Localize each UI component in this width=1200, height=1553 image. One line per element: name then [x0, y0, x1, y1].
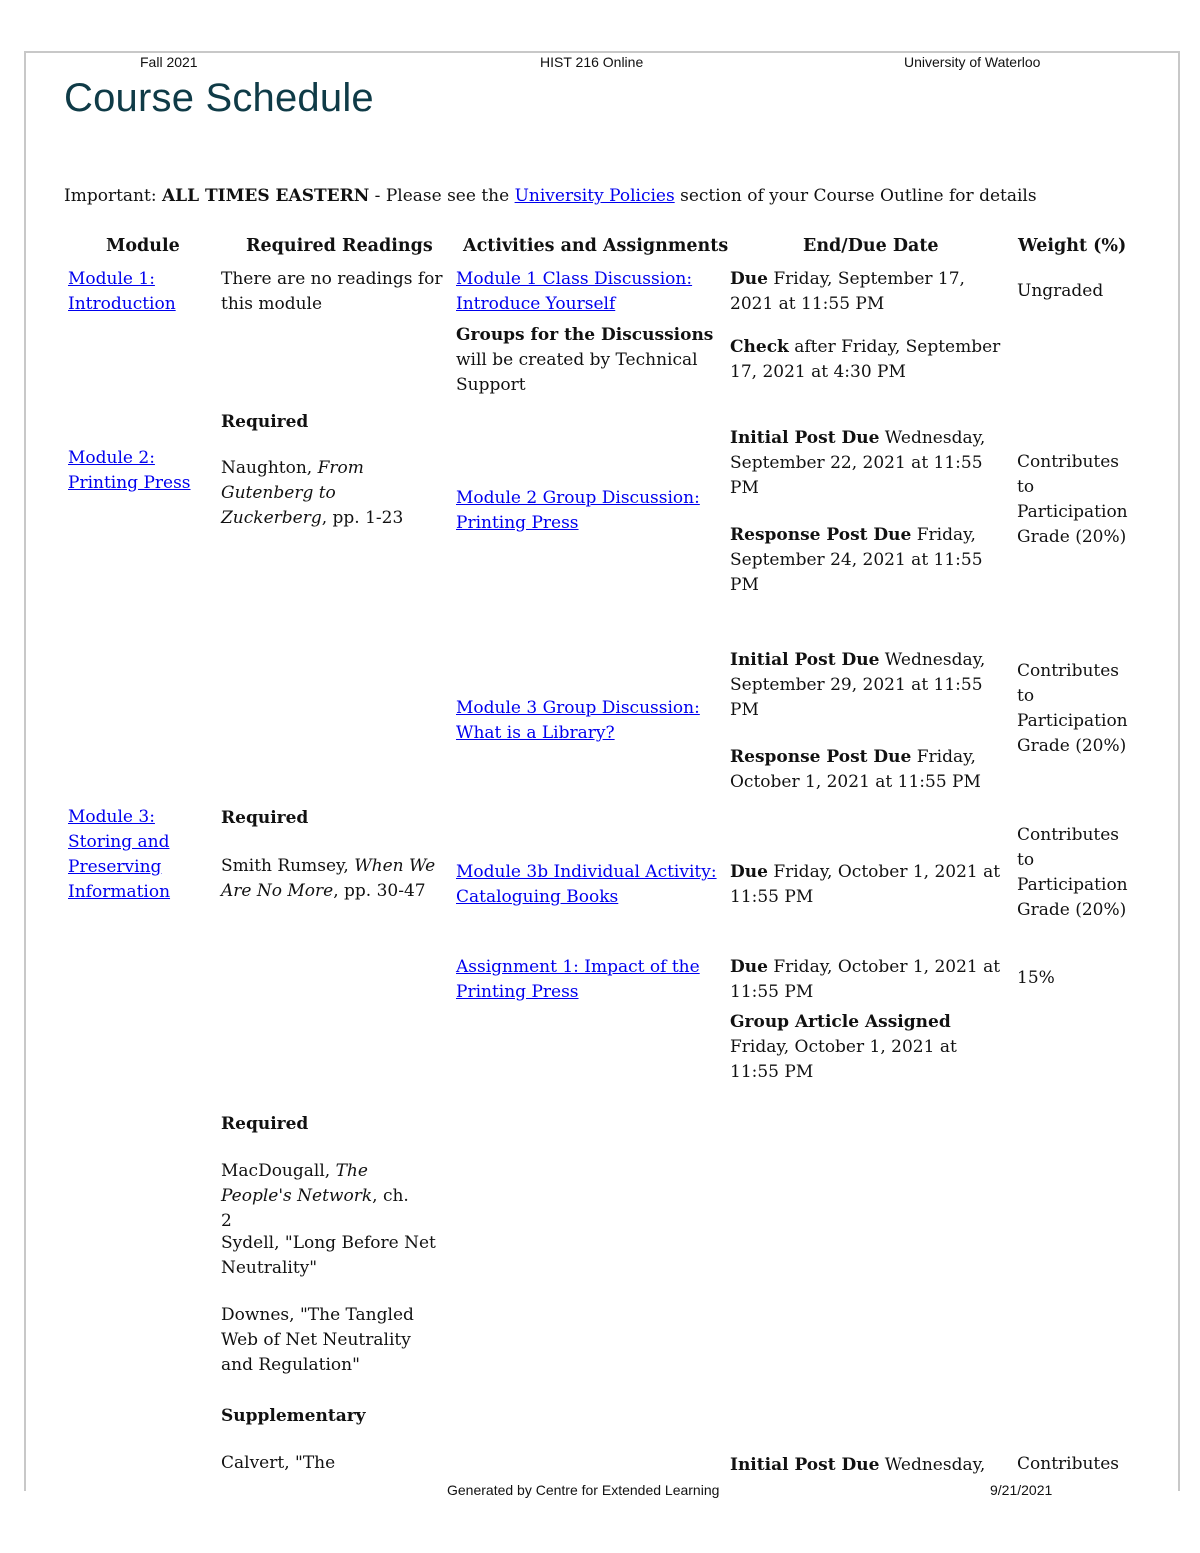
due-label: Due [730, 957, 768, 977]
module-1-link[interactable]: Module 1: Introduction [68, 269, 176, 314]
groups-note-bold: Groups for the Discussions [456, 325, 714, 345]
initial-post-text: Wednesday, September 29, 2021 at 11:55 PM [730, 650, 986, 720]
important-suffix: section of your Course Outline for details [674, 186, 1037, 206]
module-1-check [730, 335, 1012, 385]
module-1-discussion-link[interactable]: Module 1 Class Discussion: Introduce Yourself [456, 269, 693, 314]
module-2-response-due [730, 523, 1000, 598]
important-middle: - Please see the [369, 186, 515, 206]
due-label: Due [730, 269, 768, 289]
module-3-discussion-weight: Contributes to Participation Grade (20%) [1017, 661, 1128, 756]
module-1-activity-cell [456, 267, 718, 317]
reading-pages: , pp. 1-23 [321, 508, 404, 528]
initial-post-label: Initial Post Due [730, 650, 880, 670]
header-institution: University of Waterloo [904, 54, 1041, 70]
reading-rest: , ch. 2 [221, 1186, 409, 1231]
module-3b-due [730, 860, 1012, 910]
module-3b-activity-link[interactable]: Module 3b Individual Activity: Cataloguing Books [456, 862, 717, 907]
col-header-readings: Required Readings [246, 236, 433, 256]
reading-title: When We Are No More [221, 856, 436, 901]
module-1-groups-note [456, 323, 718, 398]
col-header-module: Module [106, 236, 180, 256]
reading-author: Smith Rumsey, [221, 856, 355, 876]
reading-title: The People's Network [221, 1161, 373, 1206]
group-article-date: Friday, October 1, 2021 at 11:55 PM [730, 1037, 957, 1082]
check-label: Check [730, 337, 789, 357]
module-3-initial-due [730, 648, 1000, 723]
module-4-required-label: Required [221, 1114, 309, 1134]
header-course: HIST 216 Online [540, 54, 644, 70]
module-2-weight: Contributes to Participation Grade (20%) [1017, 452, 1128, 547]
due-text: Friday, October 1, 2021 at 11:55 PM [730, 957, 1001, 1002]
assignment-1-cell [456, 955, 718, 1005]
module-4-weight: Contributes [1017, 1454, 1120, 1474]
initial-post-text: Wednesday, [879, 1455, 986, 1475]
important-notice [64, 186, 1037, 206]
module-2-cell [68, 446, 208, 496]
module-2-required-label: Required [221, 412, 309, 432]
important-bold: ALL TIMES EASTERN [161, 186, 370, 206]
module-1-due [730, 267, 1012, 317]
reading-author: Naughton, [221, 458, 318, 478]
module-3-response-due [730, 745, 1000, 795]
module-1-readings: There are no readings for this module [221, 269, 443, 314]
initial-post-text: Wednesday, September 22, 2021 at 11:55 PM [730, 428, 986, 498]
due-text: Friday, October 1, 2021 at 11:55 PM [730, 862, 1001, 907]
col-header-weight: Weight (%) [1018, 236, 1127, 256]
module-2-activity-cell [456, 486, 718, 536]
response-post-text: Friday, October 1, 2021 at 11:55 PM [730, 747, 981, 792]
footer-generated: Generated by Centre for Extended Learning [447, 1482, 720, 1498]
module-3b-activity-cell [456, 860, 718, 910]
module-2-discussion-link[interactable]: Module 2 Group Discussion: Printing Press [456, 488, 700, 533]
module-4-reading-3: Downes, "The Tangled Web of Net Neutrality and Regulation" [221, 1305, 414, 1375]
module-2-initial-due [730, 426, 1000, 501]
module-3-reading [221, 854, 451, 904]
group-article-label: Group Article Assigned [730, 1012, 951, 1032]
module-1-weight: Ungraded [1017, 281, 1104, 301]
header-term: Fall 2021 [140, 54, 198, 70]
module-3-required-label: Required [221, 808, 309, 828]
module-3-discussion-link[interactable]: Module 3 Group Discussion: What is a Library? [456, 698, 700, 743]
module-4-initial-due [730, 1453, 1012, 1478]
initial-post-label: Initial Post Due [730, 428, 880, 448]
check-text: after Friday, September 17, 2021 at 4:30 PM [730, 337, 1001, 382]
important-prefix: Important: [64, 186, 162, 206]
university-policies-link[interactable]: University Policies [514, 186, 675, 206]
module-1-cell [68, 267, 208, 317]
initial-post-label: Initial Post Due [730, 1455, 880, 1475]
module-2-reading [221, 456, 421, 531]
assignment-1-weight: 15% [1017, 968, 1055, 988]
module-3b-weight: Contributes to Participation Grade (20%) [1017, 825, 1128, 920]
group-article-assigned [730, 1010, 980, 1085]
due-label: Due [730, 862, 768, 882]
page-title: Course Schedule [64, 76, 374, 120]
assignment-1-link[interactable]: Assignment 1: Impact of the Printing Press [456, 957, 700, 1002]
module-4-supplementary-label: Supplementary [221, 1406, 366, 1426]
groups-note-rest: will be created by Technical Support [456, 350, 698, 395]
col-header-due-date: End/Due Date [803, 236, 939, 256]
module-4-supplementary-1: Calvert, "The [221, 1453, 336, 1473]
response-post-text: Friday, September 24, 2021 at 11:55 PM [730, 525, 983, 595]
footer-date: 9/21/2021 [990, 1482, 1053, 1498]
reading-author: MacDougall, [221, 1161, 336, 1181]
response-post-label: Response Post Due [730, 747, 912, 767]
module-3-discussion-cell [456, 696, 718, 746]
reading-title: From Gutenberg to Zuckerberg [221, 458, 364, 528]
due-text: Friday, September 17, 2021 at 11:55 PM [730, 269, 965, 314]
module-4-reading-1 [221, 1159, 421, 1234]
module-2-link[interactable]: Module 2: Printing Press [68, 448, 191, 493]
col-header-activities: Activities and Assignments [463, 236, 729, 256]
module-4-reading-2: Sydell, "Long Before Net Neutrality" [221, 1233, 436, 1278]
response-post-label: Response Post Due [730, 525, 912, 545]
module-3-cell [68, 805, 188, 905]
assignment-1-due [730, 955, 1012, 1005]
module-3-link[interactable]: Module 3: Storing and Preserving Information [68, 807, 171, 902]
reading-pages: , pp. 30-47 [333, 881, 426, 901]
